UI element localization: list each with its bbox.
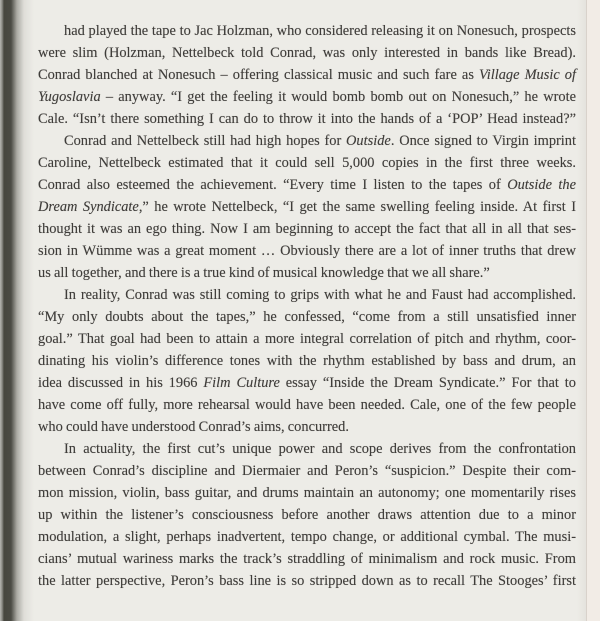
text-segment: essay “Inside the Dream Syndicate.” For that to [279,375,576,391]
text-segment: us all together, and there is a true kind of musical knowledge that we all share.” [38,265,490,281]
text-segment: had played the tape to Jac Holzman, who considered releasing it on Nonesuch, prospects [64,23,576,39]
text-line [38,394,576,416]
paragraph [38,284,576,438]
text-segment: thought it was an ego thing. Now I am beginning to accept the fact that all in all that ses- [38,221,576,237]
paragraph [38,130,576,284]
text-segment: the latter perspective, Peron’s bass line is so stripped down as to recall The Stooges’ first [38,573,576,589]
text-line [38,240,576,262]
text-line [38,108,576,130]
text-line [38,482,576,504]
text-line [38,372,576,394]
text-line [38,438,576,460]
text-segment: mon mission, violin, bass guitar, and drums maintain an autonomy; one momentarily rises [38,485,576,501]
book-title: Village Music of [479,67,576,83]
text-segment: idea discussed in his 1966 [38,375,204,391]
text-line [38,460,576,482]
book-title: Film Culture [203,375,280,391]
text-segment: dinating his violin’s difference tones with the rhythm established by bass and drum, an [38,353,576,369]
text-line [38,306,576,328]
text-line [38,130,576,152]
page-right-edge [586,0,600,621]
book-title: Yugoslavia [38,89,101,105]
text-segment: – anyway. “I get the feeling it would bomb bomb out on Nonesuch,” he wrote [100,89,576,105]
text-segment: “My only doubts about the tapes,” he confessed, “come from a still unsatisfied inner [38,309,576,325]
text-line [38,526,576,548]
book-title: Outside [346,133,391,149]
text-line [38,152,576,174]
text-segment: Conrad and Nettelbeck still had high hopes for [64,133,347,149]
text-segment: up within the listener’s consciousness before another draws attention due to a minor [38,507,576,523]
text-segment: In actuality, the first cut’s unique power and scope derives from the confrontation [64,441,576,457]
text-segment: . Once signed to Virgin imprint [390,133,576,149]
text-line [38,196,576,218]
text-segment: between Conrad’s discipline and Diermaier and Peron’s “suspicion.” Despite their com- [38,463,576,479]
text-segment: goal.” That goal had been to attain a more integral correlation of pitch and rhythm, coor- [38,331,576,347]
paragraph [38,20,576,130]
text-segment: ,” he wrote Nettelbeck, “I get the same swelling feeling inside. At first I [138,199,577,215]
text-segment: Caroline, Nettelbeck estimated that it could sell 5,000 copies in the first three weeks. [38,155,576,171]
page-text [38,20,576,592]
book-title: Dream Syndicate [38,199,139,215]
text-line [38,20,576,42]
book-title: Outside the [507,177,576,193]
text-line [38,284,576,306]
text-line [38,174,576,196]
text-line [38,64,576,86]
text-line [38,416,576,438]
text-segment: Conrad blanched at Nonesuch – offering classical music and such fare as [38,67,479,83]
text-segment: Conrad also esteemed the achievement. “Every time I listen to the tapes of [38,177,508,193]
text-line [38,548,576,570]
page-left-shadow [0,0,34,621]
text-line [38,42,576,64]
text-line [38,262,576,284]
paragraph [38,438,576,592]
text-line [38,350,576,372]
text-line [38,570,576,592]
text-line [38,504,576,526]
text-segment: modulation, a slight, perhaps inadvertent, tempo change, or additional cymbal. The musi- [38,529,576,545]
text-line [38,328,576,350]
text-segment: cians’ mutual wariness marks the track’s straddling of minimalism and rock music. From [38,551,576,567]
text-line [38,86,576,108]
text-segment: Cale. “Isn’t there something I can do to throw it into the hands of a ‘POP’ Head instead?” [38,111,576,127]
text-segment: were slim (Holzman, Nettelbeck told Conrad, was only interested in bands like Bread). [38,45,576,61]
text-segment: sion in Wümme was a great moment … Obviously there are a lot of inner truths that drew [38,243,576,259]
text-line [38,218,576,240]
text-segment: have come off fully, more rehearsal would have been needed. Cale, one of the few people [38,397,576,413]
text-segment: who could have understood Conrad’s aims, concurred. [38,419,349,435]
text-segment: In reality, Conrad was still coming to grips with what he and Faust had accomplished. [64,287,576,303]
